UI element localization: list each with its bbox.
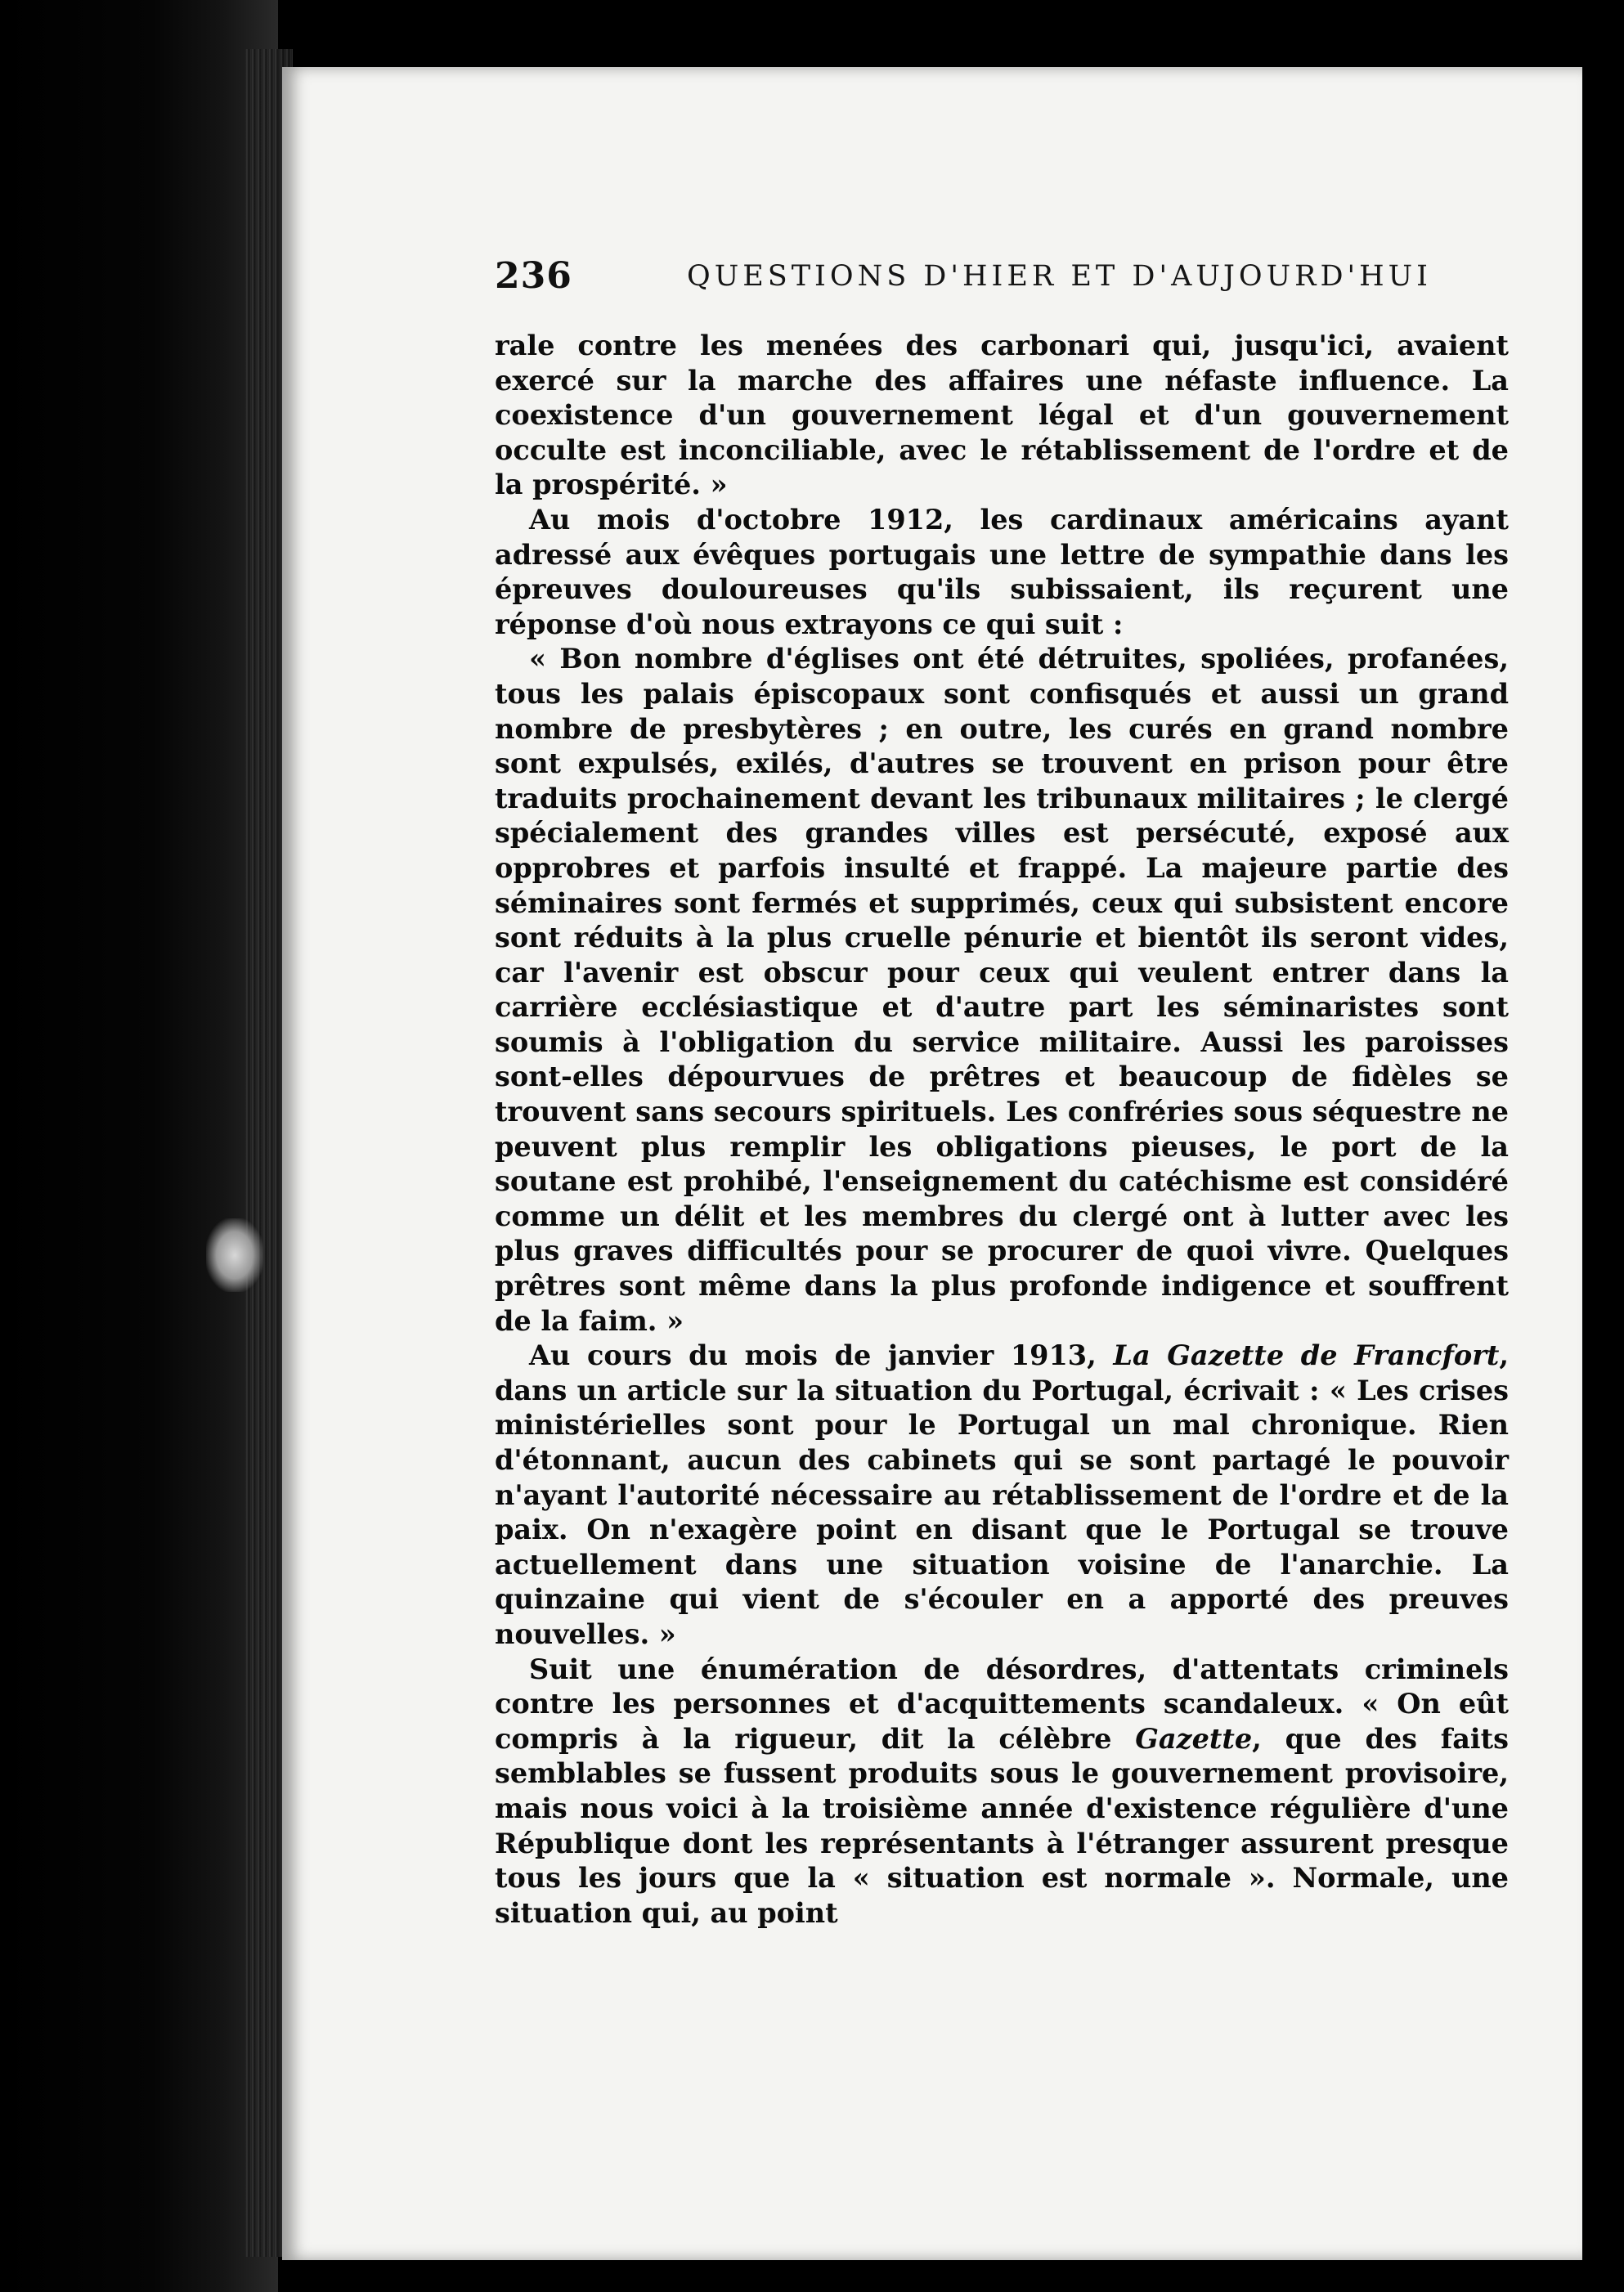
page-header — [495, 255, 1476, 304]
paragraph — [495, 1653, 1509, 1931]
italic-title: Gazette — [1135, 1722, 1253, 1755]
scan-left-margin — [0, 0, 278, 2292]
page-stain — [206, 1218, 263, 1292]
book-page — [282, 67, 1582, 2260]
paragraph-text: Au cours du mois de janvier 1913, — [529, 1339, 1114, 1372]
running-head: QUESTIONS D'HIER ET D'AUJOURD'HUI — [687, 260, 1433, 293]
scan-right-margin — [1582, 0, 1624, 2292]
paragraph — [495, 1339, 1509, 1652]
page-number: 236 — [495, 255, 572, 297]
quoted-paragraph: « Bon nombre d'églises ont été détruites, spoliées, profanées, tous les palais épiscopaux sont confisqués et aussi un grand nombre de presbytères ; en outre, les curés en grand nombre sont expulsés, exilés, d'autres se trouvent en prison pour être traduits prochainement devant les tribunaux militaires ; le clergé spécialement des grandes villes est persécuté, exposé aux opprobres et parfois insulté et frappé. La majeure partie des séminaires sont fermés et supprimés, ceux qui subsistent encore sont réduits à la plus cruelle pénurie et bientôt ils seront vides, car l'avenir est obscur pour ceux qui veulent entrer dans la carrière ecclésiastique et d'autre part les séminaristes sont soumis à l'obligation du service militaire. Aussi les paroisses sont-elles dépourvues de prêtres et beaucoup de fidèles se trouvent sans secours spirituels. Les confréries sous séquestre ne peuvent plus remplir les obligations pieuses, le port de la soutane est prohibé, l'enseignement du catéchisme est considéré comme un délit et les membres du clergé ont à lutter avec les plus graves difficultés pour se procurer de quoi vivre. Quelques prêtres sont même dans la plus profonde indigence et souffrent de la faim. » — [495, 643, 1509, 1337]
italic-title: La Gazette de Francfort — [1113, 1339, 1500, 1372]
paragraph-continuation: rale contre les menées des carbonari qui, jusqu'ici, avaient exercé sur la marche des affaires une néfaste influence. La coexistence d'un gouvernement légal et d'un gouvernement occulte est inconciliable, avec le rétablissement de l'ordre et de la prospérité. » — [495, 330, 1509, 501]
paragraph: Au mois d'octobre 1912, les cardinaux américains ayant adressé aux évêques portugais une lettre de sympathie dans les épreuves douloureuses qu'ils subissaient, ils reçurent une réponse d'où nous extrayons ce qui suit : — [495, 503, 1509, 640]
paragraph-text: , que des faits semblables se fussent produits sous le gouvernement provisoire, mais nous voici à la troisième année d'existence régulière d'une République dont les représentants à l'étranger assurent presque tous les jours que la « situation est normale ». Normale, une situation qui, au point — [495, 1722, 1509, 1929]
paragraph-text: Suit une énumération de désordres, d'attentats criminels contre les personnes et d'acquittements scandaleux. « On eût compris à la rigueur, dit la célèbre — [495, 1653, 1509, 1755]
paragraph-text: , dans un article sur la situation du Portugal, écrivait : « Les crises ministérielles sont pour le Portugal un mal chronique. Rien d'étonnant, aucun des cabinets qui se sont partagé le pouvoir n'ayant l'autorité nécessaire au rétablissement de l'ordre et de la paix. On n'exagère point en disant que le Portugal se trouve actuellement dans une situation voisine de l'anarchie. La quinzaine qui vient de s'écouler en a apporté des preuves nouvelles. » — [495, 1339, 1509, 1650]
body-text — [495, 329, 1509, 1931]
